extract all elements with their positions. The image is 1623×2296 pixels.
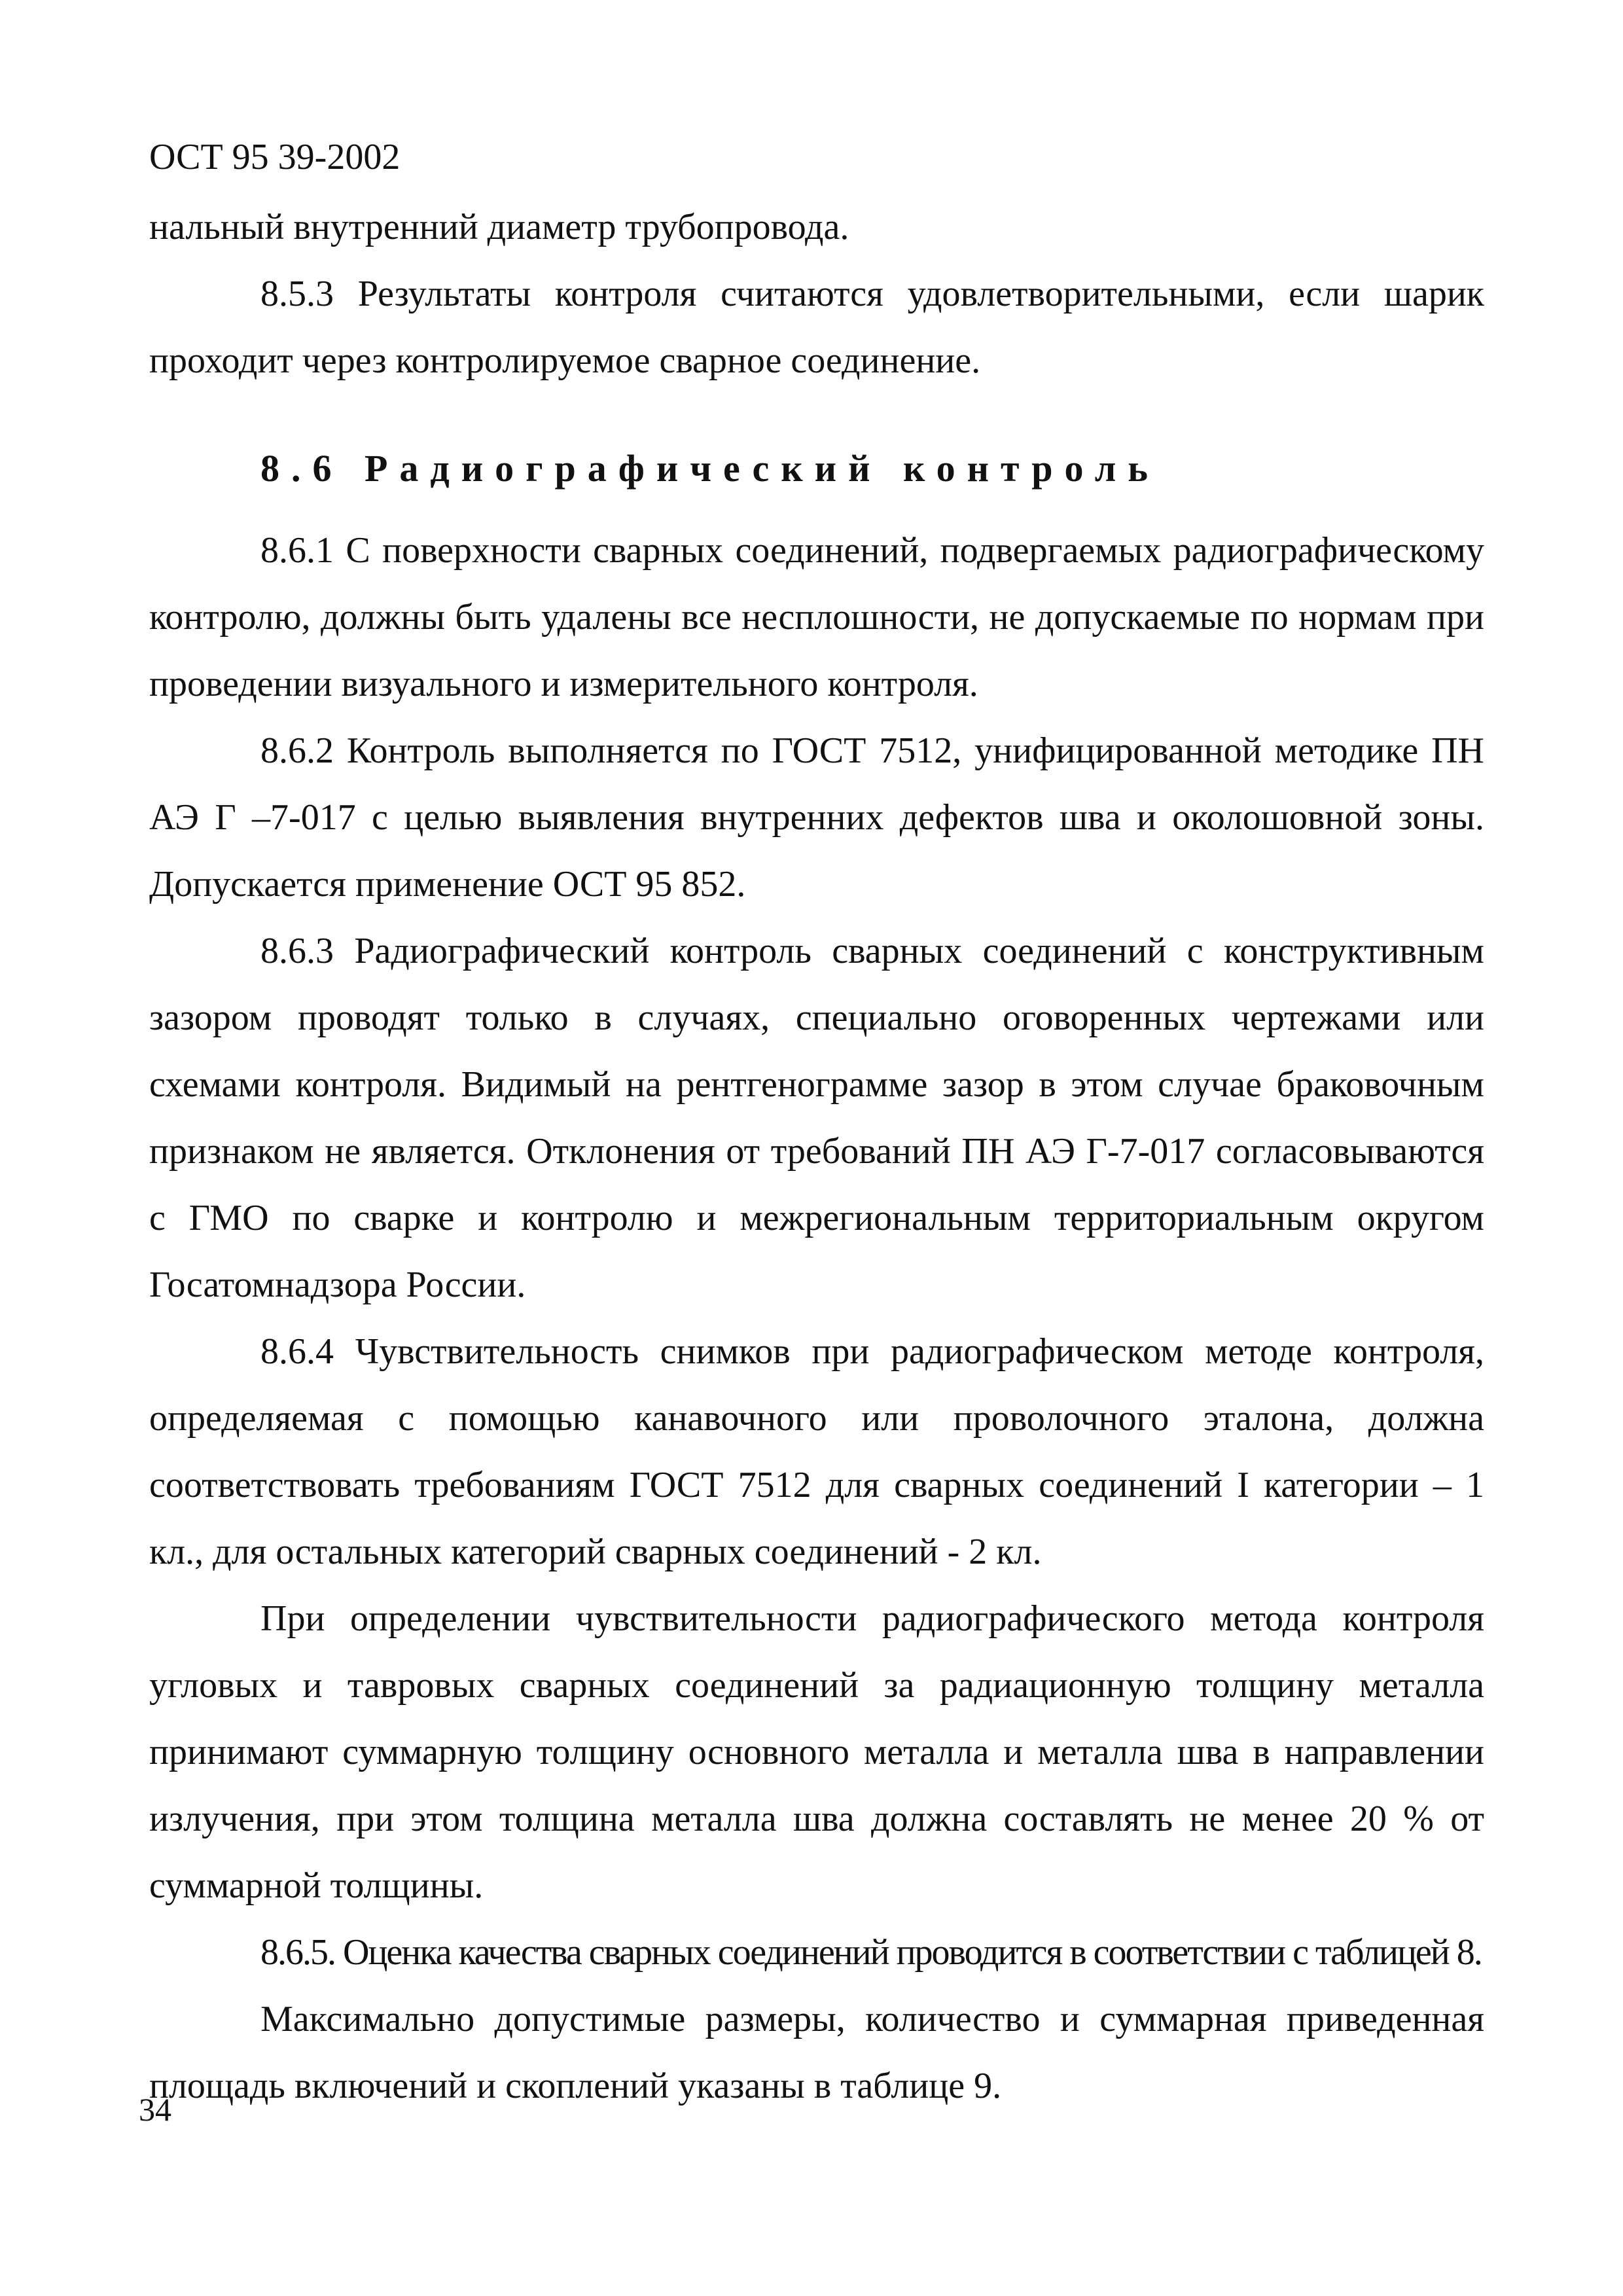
paragraph-table-9: Максимально допустимые размеры, количество и суммарная приведенная площадь включений и скоплений указаны в таблице 9.	[149, 1999, 1484, 2106]
paragraph-continuation: нальный внутренний диаметр трубопровода.	[149, 207, 849, 247]
paragraph-sensitivity: При определении чувствительности радиографического метода контроля угловых и тавровых сварных соединений за радиационную толщину металла принимают суммарную толщину основного металла и металла шва в направлении излучения, при этом толщина металла шва должна составлять не менее 20 % от суммарной толщины.	[149, 1598, 1484, 1906]
paragraph-8-6-2: 8.6.2 Контроль выполняется по ГОСТ 7512, унифицированной методике ПН АЭ Г –7-017 с целью выявления внутренних дефектов шва и околошовной зоны. Допускается применение ОСТ 95 852.	[149, 730, 1484, 905]
paragraph-8-6-1: 8.6.1 С поверхности сварных соединений, подвергаемых радиографическому контролю, должны быть удалены все несплошности, не допускаемые по нормам при проведении визуального и измерительного контроля.	[149, 530, 1484, 704]
section-heading-8-6: 8.6 Радиографический контроль	[260, 447, 1160, 490]
paragraph-8-5-3: 8.5.3 Результаты контроля считаются удовлетворительными, если шарик проходит через контролируемое сварное соединение.	[149, 274, 1484, 381]
page-number: 34	[139, 2091, 171, 2128]
paragraph-8-6-3: 8.6.3 Радиографический контроль сварных соединений с конструктивным зазором проводят только в случаях, специально оговоренных чертежами или схемами контроля. Видимый на рентгенограмме зазор в этом случае браковочным признаком не является. Отклонения от требований ПН АЭ Г-7-017 согласовываются с ГМО по сварке и контролю и межрегиональным территориальным округом Госатомнадзора России.	[149, 931, 1484, 1305]
paragraph-8-6-4: 8.6.4 Чувствительность снимков при радиографическом методе контроля, определяемая с помощью канавочного или проволочного эталона, должна соответствовать требованиям ГОСТ 7512 для сварных соединений I категории – 1 кл., для остальных категорий сварных соединений - 2 кл.	[149, 1331, 1484, 1572]
document-code: ОСТ 95 39-2002	[149, 137, 401, 177]
paragraph-8-6-5: 8.6.5. Оценка качества сварных соединений проводится в соответствии с таблицей 8.	[260, 1932, 1482, 1973]
